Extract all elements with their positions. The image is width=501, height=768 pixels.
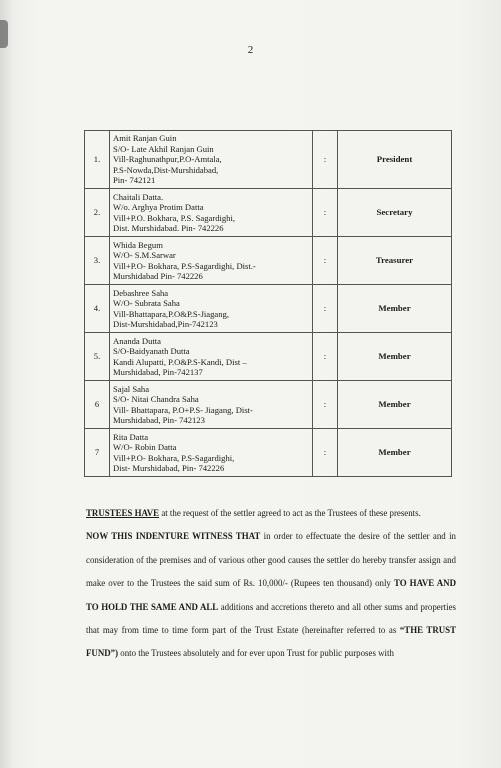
trustee-detail-line: Dist. Murshidabad. Pin- 742226 bbox=[113, 222, 224, 233]
trustee-row bbox=[85, 333, 452, 381]
trustee-detail-line: Vill+P.O- Bokhara, P.S-Sagardighi, bbox=[113, 452, 235, 463]
trustee-detail-line: S/O- Late Akhil Ranjan Guin bbox=[113, 143, 214, 154]
trustee-serial: 3. bbox=[85, 237, 110, 285]
trustee-colon: : bbox=[313, 131, 338, 189]
trustee-detail-line: Vill-Raghunathpur,P.O-Amtala, bbox=[113, 154, 222, 165]
trustee-colon: : bbox=[313, 381, 338, 429]
trustee-serial: 2. bbox=[85, 189, 110, 237]
trustee-detail-line: Ananda Dutta bbox=[113, 335, 161, 346]
trustee-details bbox=[110, 285, 313, 333]
trustee-detail-line: Sajal Saha bbox=[113, 383, 150, 394]
trustee-detail-line: Debashree Saha bbox=[113, 287, 169, 298]
trustee-detail-line: P.S-Nowda,Dist-Murshidabad, bbox=[113, 164, 219, 175]
trustee-detail-line: Pin- 742121 bbox=[113, 175, 156, 186]
trustee-detail-line: S/O-Baidyanath Dutta bbox=[113, 346, 190, 357]
trustee-detail-line: Murshidabad, Pin-742137 bbox=[113, 366, 203, 377]
trustee-colon: : bbox=[313, 333, 338, 381]
trustee-serial: 1. bbox=[85, 131, 110, 189]
trustee-row bbox=[85, 237, 452, 285]
trustee-detail-line: W/O- Robin Datta bbox=[113, 442, 177, 453]
trustee-serial: 5. bbox=[85, 333, 110, 381]
trustee-serial: 7 bbox=[85, 429, 110, 477]
witness-heading: NOW THIS INDENTURE WITNESS THAT bbox=[86, 531, 261, 542]
trustee-colon: : bbox=[313, 429, 338, 477]
trustee-detail-line: Vill+P.O. Bokhara, P.S. Sagardighi, bbox=[113, 212, 236, 223]
trustee-details bbox=[110, 237, 313, 285]
witness-paragraph: NOW THIS INDENTURE WITNESS THAT in order to effectuate the desire of the settler and in consideration of the premises and of various other good causes the settler do hereby transfer assign and make over to the Trustees the said sum of Rs. 10,000/- (Rupees ten thousand) only TO HAVE AND TO HOLD THE SAME AND ALL additions and accretions thereto and all other sums and properties that may from time to time form part of the Trust Estate (hereinafter referred to as “THE TRUST FUND”) onto the Trustees absolutely and for ever upon Trust for public purposes with bbox=[86, 531, 457, 659]
trustee-detail-line: Kandi Alupatti, P.O&P.S-Kandi, Dist – bbox=[113, 356, 247, 367]
trustees-have-heading: TRUSTEES HAVE bbox=[86, 508, 160, 518]
trustee-role: Member bbox=[338, 333, 452, 381]
trustee-colon: : bbox=[313, 189, 338, 237]
trustee-detail-line: Rita Datta bbox=[113, 431, 149, 442]
trustee-detail-line: Murshidabad Pin- 742226 bbox=[113, 270, 203, 281]
trustee-serial: 6 bbox=[85, 381, 110, 429]
trustees-table bbox=[84, 130, 452, 477]
trustee-detail-line: Dist- Murshidabad, Pin- 742226 bbox=[113, 462, 225, 473]
trustee-detail-line: W/O- Subrata Saha bbox=[113, 298, 180, 309]
trustee-details bbox=[110, 333, 313, 381]
trustee-detail-line: S/O- Nitai Chandra Saha bbox=[113, 394, 199, 405]
trustee-role: Member bbox=[338, 381, 452, 429]
trustee-details bbox=[110, 131, 313, 189]
trustee-detail-line: Vill- Bhattapara, P.O+P.S- Jiagang, Dist- bbox=[113, 404, 253, 415]
trustee-role: Member bbox=[338, 285, 452, 333]
trustee-colon: : bbox=[313, 285, 338, 333]
indenture-body bbox=[86, 502, 456, 666]
trustee-details bbox=[110, 381, 313, 429]
trustee-colon: : bbox=[313, 237, 338, 285]
trustee-detail-line: Chaitali Datta. bbox=[113, 191, 164, 202]
trustee-row bbox=[85, 131, 452, 189]
trustee-role: President bbox=[338, 131, 452, 189]
page-number: 2 bbox=[247, 44, 254, 56]
trustee-detail-line: Vill+P.O- Bokhara, P.S-Sagardighi, Dist.- bbox=[113, 260, 256, 271]
trustee-role: Member bbox=[338, 429, 452, 477]
trustee-detail-line: Vill-Bhattapara,P.O&P.S-Jiagang, bbox=[113, 308, 229, 319]
trustee-details bbox=[110, 429, 313, 477]
trustee-detail-line: Dist-Murshidabad,Pin-742123 bbox=[113, 318, 218, 329]
trustee-detail-line: W/O- S.M.Sarwar bbox=[113, 250, 176, 261]
trustee-detail-line: Amit Ranjan Guin bbox=[113, 133, 177, 144]
trustee-role: Secretary bbox=[338, 189, 452, 237]
trustee-details bbox=[110, 189, 313, 237]
trustee-row bbox=[85, 285, 452, 333]
trustee-detail-line: W/o. Arghya Protim Datta bbox=[113, 202, 204, 213]
trustee-serial: 4. bbox=[85, 285, 110, 333]
trustee-detail-line: Murshidabad, Pin- 742123 bbox=[113, 414, 205, 425]
trustees-have-paragraph: TRUSTEES HAVE at the request of the settler agreed to act as the Trustees of these presents. bbox=[86, 508, 421, 518]
trustee-detail-line: Whida Begum bbox=[113, 239, 163, 250]
trustee-row bbox=[85, 381, 452, 429]
trustee-row bbox=[85, 189, 452, 237]
trustee-row bbox=[85, 429, 452, 477]
trustee-role: Treasurer bbox=[338, 237, 452, 285]
